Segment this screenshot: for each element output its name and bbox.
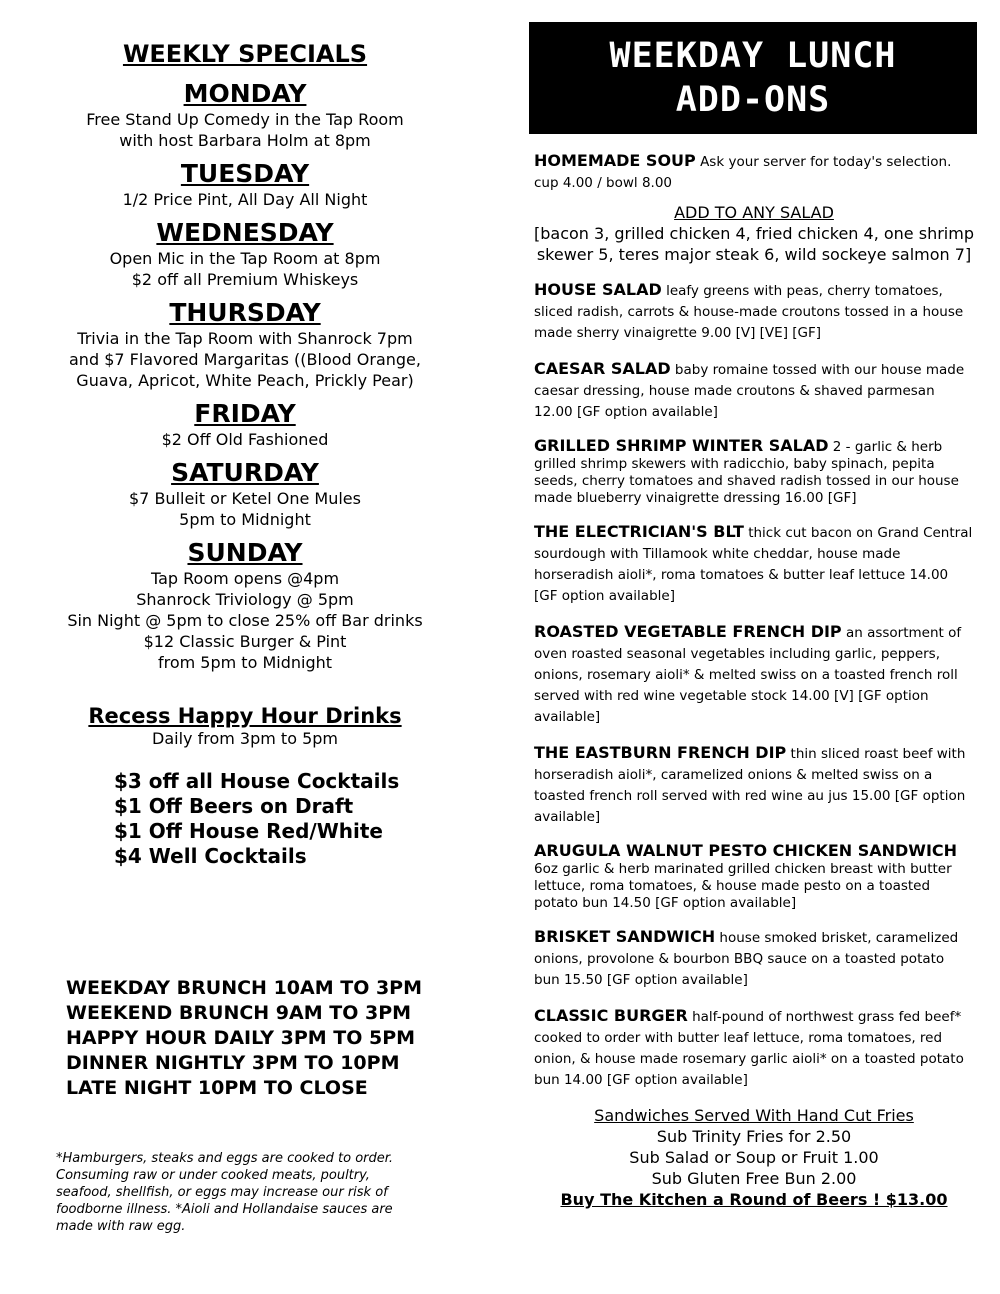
sides-line: Sub Gluten Free Bun 2.00 bbox=[651, 1169, 857, 1188]
sides-line: Sub Trinity Fries for 2.50 bbox=[656, 1127, 852, 1146]
kitchen-beers: Buy The Kitchen a Round of Beers ! $13.00 bbox=[560, 1190, 948, 1209]
happy-hour-item: $1 Off House Red/White bbox=[114, 819, 383, 843]
happy-hour-subtitle: Daily from 3pm to 5pm bbox=[152, 729, 338, 748]
soup-item bbox=[534, 150, 974, 194]
menu-item-desc: thick cut bacon on Grand Central sourdough with Tillamook white cheddar, house made horseradish aioli*, roma tomatoes & butter leaf lettuce 14.00 [GF option available] bbox=[534, 525, 973, 604]
addon-text: [bacon 3, grilled chicken 4, fried chicken 4, one shrimp skewer 5, teres major steak 6, wild sockeye salmon 7] bbox=[534, 224, 974, 264]
menu-item-name: BRISKET SANDWICH bbox=[534, 927, 716, 946]
day-special-line: 1/2 Price Pint, All Day All Night bbox=[122, 190, 368, 209]
day-special-line: $12 Classic Burger & Pint bbox=[143, 632, 347, 651]
menu-item bbox=[534, 1005, 974, 1091]
day-name: MONDAY bbox=[183, 79, 307, 108]
banner-line-1: WEEKDAY LUNCH bbox=[609, 36, 897, 76]
menu-item-desc: 6oz garlic & herb marinated grilled chicken breast with butter lettuce, roma tomatoes, & house made pesto on a toasted potato bun 14.50 [GF option available] bbox=[534, 861, 952, 911]
menu-item-desc: house smoked brisket, caramelized onions, provolone & bourbon BBQ sauce on a toasted potato bun 15.50 [GF option available] bbox=[534, 930, 959, 988]
day-name: WEDNESDAY bbox=[156, 218, 334, 247]
menu-item-name: CAESAR SALAD bbox=[534, 359, 671, 378]
day-special-line: Sin Night @ 5pm to close 25% off Bar drinks bbox=[67, 611, 423, 630]
menu-item-name: HOUSE SALAD bbox=[534, 280, 662, 299]
day-special-line: with host Barbara Holm at 8pm bbox=[119, 131, 371, 150]
happy-hour-item: $3 off all House Cocktails bbox=[114, 769, 400, 793]
day-name: TUESDAY bbox=[180, 159, 310, 188]
menu-item bbox=[534, 842, 974, 912]
day-special-line: Tap Room opens @4pm bbox=[150, 569, 340, 588]
day-block-tuesday bbox=[30, 158, 460, 210]
hours-line: LATE NIGHT 10PM TO CLOSE bbox=[66, 1077, 368, 1099]
day-special-line: $7 Bulleit or Ketel One Mules bbox=[129, 489, 361, 508]
lunch-menu-column bbox=[534, 150, 974, 1210]
hours-line: HAPPY HOUR DAILY 3PM TO 5PM bbox=[66, 1027, 416, 1049]
happy-hour-list bbox=[114, 769, 460, 869]
day-special-line: $2 off all Premium Whiskeys bbox=[131, 270, 359, 289]
menu-item-desc: leafy greens with peas, cherry tomatoes, sliced radish, carrots & house-made croutons tossed in a house made sherry vinaigrette 9.00 [V] [VE] [GF] bbox=[534, 283, 964, 341]
soup-name: HOMEMADE SOUP bbox=[534, 151, 696, 170]
day-special-line: from 5pm to Midnight bbox=[157, 653, 333, 672]
day-block-monday bbox=[30, 78, 460, 151]
days-list bbox=[30, 78, 460, 673]
menu-item bbox=[534, 926, 974, 991]
banner-line-2: ADD-ONS bbox=[675, 80, 831, 120]
menu-item-desc: an assortment of oven roasted seasonal vegetables including garlic, peppers, onions, rosemary aioli* & melted swiss on a toasted french roll served with red wine vegetable stock 14.00 [V] [GF option available] bbox=[534, 625, 962, 725]
day-block-friday bbox=[30, 398, 460, 450]
menu-item-desc: thin sliced roast beef with horseradish aioli*, caramelized onions & melted swiss on a toasted french roll served with red wine au jus 15.00 [GF option available] bbox=[534, 746, 966, 825]
addon-title: ADD TO ANY SALAD bbox=[674, 203, 834, 222]
day-block-thursday bbox=[30, 297, 460, 391]
sides-line: Sub Salad or Soup or Fruit 1.00 bbox=[629, 1148, 879, 1167]
happy-hour-title: Recess Happy Hour Drinks bbox=[88, 704, 402, 728]
hours-line: WEEKEND BRUNCH 9AM TO 3PM bbox=[66, 1002, 412, 1024]
happy-hour-item: $4 Well Cocktails bbox=[114, 844, 307, 868]
day-special-line: Guava, Apricot, White Peach, Prickly Pear) bbox=[76, 371, 414, 390]
hours-line: DINNER NIGHTLY 3PM TO 10PM bbox=[66, 1052, 400, 1074]
hours-line: WEEKDAY BRUNCH 10AM TO 3PM bbox=[66, 977, 423, 999]
lunch-banner bbox=[529, 22, 977, 134]
menu-item-name: CLASSIC BURGER bbox=[534, 1006, 688, 1025]
day-name: FRIDAY bbox=[194, 399, 296, 428]
menu-item bbox=[534, 437, 974, 507]
hours-list bbox=[66, 976, 486, 1101]
disclaimer: *Hamburgers, steaks and eggs are cooked to order. Consuming raw or under cooked meats, poultry, seafood, shellfish, or eggs may increase our risk of foodborne illness. *Aioli and Hollandaise sauces are made with raw egg. bbox=[56, 1151, 394, 1234]
menu-item-desc: baby romaine tossed with our house made caesar dressing, house made croutons & shaved parmesan 12.00 [GF option available] bbox=[534, 362, 965, 420]
menu-item bbox=[534, 621, 974, 728]
day-block-sunday bbox=[30, 537, 460, 673]
day-special-line: $2 Off Old Fashioned bbox=[161, 430, 329, 449]
soup-price: cup 4.00 / bowl 8.00 bbox=[534, 175, 672, 191]
day-name: SUNDAY bbox=[187, 538, 303, 567]
happy-hour-item: $1 Off Beers on Draft bbox=[114, 794, 354, 818]
menu-item-name: GRILLED SHRIMP WINTER SALAD bbox=[534, 436, 829, 455]
day-special-line: Free Stand Up Comedy in the Tap Room bbox=[86, 110, 404, 129]
sides-title: Sandwiches Served With Hand Cut Fries bbox=[594, 1106, 914, 1125]
menu-item-name: THE EASTBURN FRENCH DIP bbox=[534, 743, 787, 762]
menu-item-desc: 2 - garlic & herb grilled shrimp skewers with radicchio, baby spinach, pepita seeds, cherry tomatoes and shaved radish tossed in our house made blueberry vinaigrette dressing 16.00 [GF] bbox=[534, 439, 959, 506]
menu-item-name: ROASTED VEGETABLE FRENCH DIP bbox=[534, 622, 842, 641]
menu-item bbox=[534, 279, 974, 344]
day-block-wednesday bbox=[30, 217, 460, 290]
day-special-line: Open Mic in the Tap Room at 8pm bbox=[109, 249, 381, 268]
day-special-line: and $7 Flavored Margaritas ((Blood Orange, bbox=[69, 350, 421, 369]
menu-item bbox=[534, 358, 974, 423]
soup-desc: Ask your server for today's selection. bbox=[695, 154, 952, 170]
day-special-line: 5pm to Midnight bbox=[179, 510, 311, 529]
menu-item-name: THE ELECTRICIAN'S BLT bbox=[534, 522, 744, 541]
day-block-saturday bbox=[30, 457, 460, 530]
menu-item bbox=[534, 521, 974, 607]
day-special-line: Trivia in the Tap Room with Shanrock 7pm bbox=[77, 329, 413, 348]
day-special-line: Shanrock Triviology @ 5pm bbox=[136, 590, 354, 609]
salad-addons bbox=[534, 202, 974, 265]
menu-item bbox=[534, 742, 974, 828]
day-name: THURSDAY bbox=[169, 298, 321, 327]
menu-list bbox=[534, 279, 974, 1091]
sides-footer bbox=[534, 1105, 974, 1210]
menu-item-desc: half-pound of northwest grass fed beef* cooked to order with butter leaf lettuce, roma tomatoes, red onion, & house made rosemary garlic aioli* on a toasted potato bun 14.00 [GF option available] bbox=[534, 1009, 964, 1088]
day-name: SATURDAY bbox=[171, 458, 319, 487]
specials-title: WEEKLY SPECIALS bbox=[122, 40, 368, 68]
menu-item-name: ARUGULA WALNUT PESTO CHICKEN SANDWICH bbox=[534, 841, 958, 860]
weekly-specials-column bbox=[30, 40, 460, 869]
